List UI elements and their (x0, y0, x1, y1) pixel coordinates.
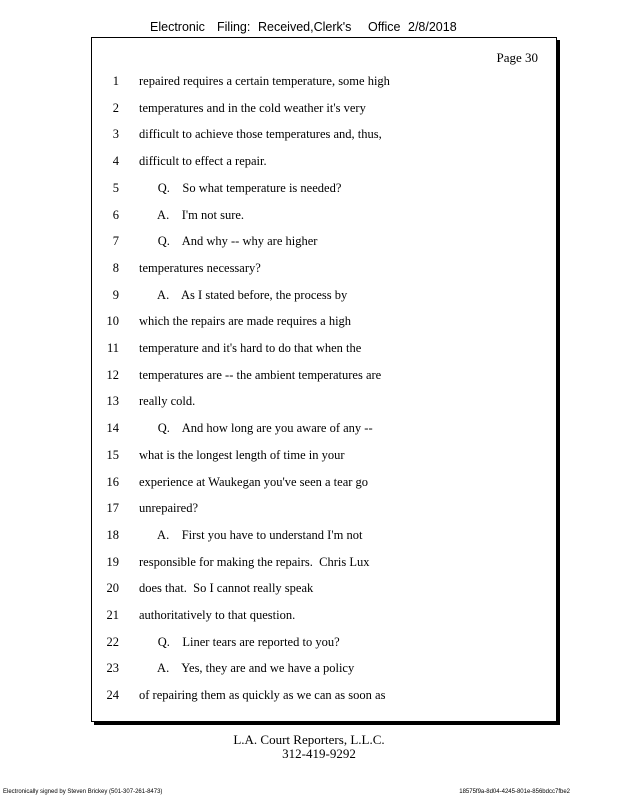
line-text: unrepaired? (139, 501, 198, 516)
transcript-line (92, 313, 556, 329)
transcript-line (92, 393, 556, 409)
line-number: 8 (112, 260, 119, 275)
transcript-line (92, 527, 556, 543)
line-text: A. First you have to understand I'm not (139, 527, 363, 542)
line-text: of repairing them as quickly as we can as soon as (139, 688, 386, 703)
line-number: 5 (112, 180, 119, 195)
line-text: temperatures and in the cold weather it's very (139, 100, 366, 115)
line-number: 21 (106, 608, 119, 622)
line-number: 23 (106, 661, 119, 676)
transcript-line (92, 126, 556, 142)
transcript-line (92, 660, 556, 676)
line-number: 24 (106, 688, 119, 703)
header-date: 2/8/2018 (408, 20, 457, 34)
line-number: 19 (106, 554, 119, 569)
line-text: A. As I stated before, the process by (139, 287, 348, 302)
line-number: 7 (112, 234, 119, 249)
line-text: difficult to effect a repair. (139, 154, 267, 169)
line-number: 18 (106, 527, 119, 542)
line-text: temperatures necessary? (139, 260, 261, 275)
line-text: responsible for making the repairs. Chris Lux (139, 554, 370, 569)
signature-left: Electronically signed by Steven Brickey (501-307-261-8473) (3, 789, 163, 795)
line-number: 3 (112, 127, 119, 142)
line-text: Q. Liner tears are reported to you? (139, 634, 340, 649)
line-text: really cold. (139, 394, 196, 409)
line-number: 20 (106, 581, 119, 596)
line-text: what is the longest length of time in your (139, 447, 345, 462)
line-text: Q. And why -- why are higher (139, 234, 318, 249)
transcript-page (91, 37, 557, 722)
transcript-line (92, 447, 556, 463)
transcript-line (92, 634, 556, 650)
line-number: 9 (112, 287, 119, 302)
line-text: Q. So what temperature is needed? (139, 180, 342, 195)
transcript-line (92, 607, 556, 623)
line-number: 16 (106, 474, 119, 489)
line-number: 12 (106, 367, 119, 382)
transcript-line (92, 687, 556, 703)
line-number: 4 (112, 154, 119, 169)
line-text: difficult to achieve those temperatures and, thus, (139, 127, 382, 142)
line-number: 11 (106, 341, 119, 355)
line-number: 6 (112, 207, 119, 222)
line-number: 13 (106, 394, 119, 409)
line-number: 1 (112, 74, 119, 88)
line-text: temperatures are -- the ambient temperatures are (139, 367, 382, 382)
page-number: Page 30 (496, 50, 538, 65)
transcript-line (92, 233, 556, 249)
line-text: Q. And how long are you aware of any -- (139, 421, 373, 436)
line-text: does that. So I cannot really speak (139, 581, 314, 596)
line-number: 10 (106, 314, 119, 329)
line-number: 15 (106, 447, 119, 462)
line-text: which the repairs are made requires a high (139, 314, 352, 329)
transcript-line (92, 420, 556, 436)
transcript-line (92, 474, 556, 490)
line-number: 22 (106, 634, 119, 649)
transcript-line (92, 153, 556, 169)
header-received: Received,Clerk's (258, 20, 352, 34)
transcript-line (92, 500, 556, 516)
line-text: A. I'm not sure. (139, 207, 245, 222)
transcript-line (92, 340, 556, 356)
transcript-line (92, 100, 556, 116)
footer-phone: 312-419-9292 (282, 746, 356, 761)
transcript-line (92, 554, 556, 570)
header-office: Office (368, 20, 401, 34)
line-text: repaired requires a certain temperature, some high (139, 74, 390, 88)
transcript-line (92, 180, 556, 196)
transcript-line (92, 287, 556, 303)
transcript-line (92, 367, 556, 383)
line-text: temperature and it's hard to do that when the (139, 341, 362, 355)
line-text: A. Yes, they are and we have a policy (139, 661, 355, 676)
footer (0, 733, 618, 761)
transcript-line (92, 260, 556, 276)
line-number: 2 (112, 100, 119, 115)
line-text: experience at Waukegan you've seen a tear go (139, 474, 369, 489)
footer-company: L.A. Court Reporters, L.L.C. (233, 732, 385, 747)
header-filing: Filing: (217, 20, 251, 34)
transcript-line (92, 73, 556, 89)
signature-right: 18575f9a-8d04-4245-801e-856bdcc7fbe2 (459, 789, 570, 795)
transcript-line (92, 207, 556, 223)
line-number: 17 (106, 501, 119, 516)
line-text: authoritatively to that question. (139, 608, 296, 622)
line-number: 14 (106, 421, 119, 436)
transcript-line (92, 580, 556, 596)
header-electronic: Electronic (150, 20, 205, 34)
